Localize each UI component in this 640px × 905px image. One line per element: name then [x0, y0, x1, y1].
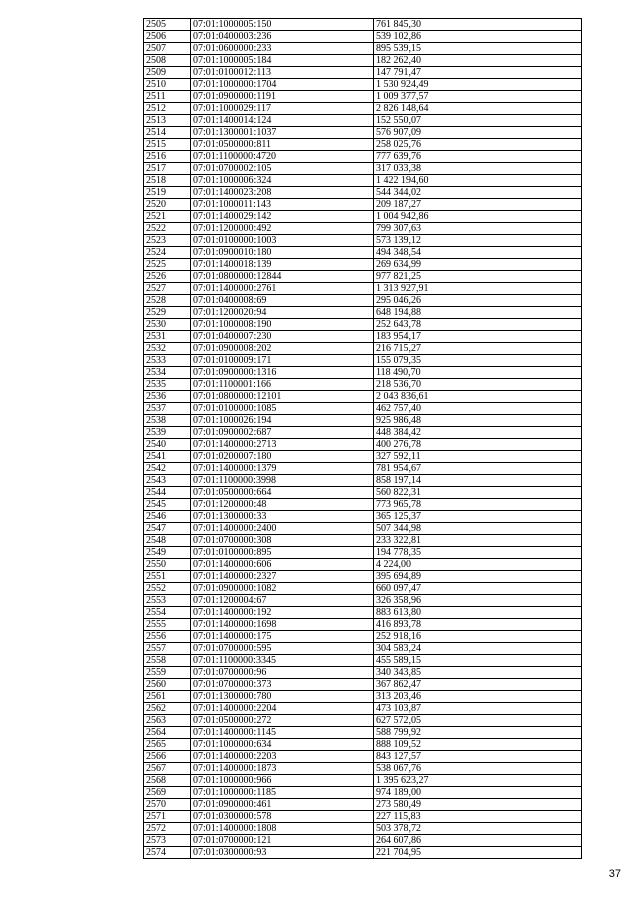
value-cell: 313 203,46 — [374, 691, 582, 703]
value-cell: 777 639,76 — [374, 151, 582, 163]
cadastral-number-cell: 07:01:0500000:272 — [191, 715, 374, 727]
value-cell: 925 986,48 — [374, 415, 582, 427]
table-row — [144, 499, 582, 511]
row-number-cell: 2540 — [144, 439, 191, 451]
row-number-cell: 2536 — [144, 391, 191, 403]
value-cell: 182 262,40 — [374, 55, 582, 67]
value-cell: 194 778,35 — [374, 547, 582, 559]
value-cell: 1 004 942,86 — [374, 211, 582, 223]
row-number-cell: 2566 — [144, 751, 191, 763]
row-number-cell: 2546 — [144, 511, 191, 523]
table-row — [144, 451, 582, 463]
value-cell: 273 580,49 — [374, 799, 582, 811]
value-cell: 295 046,26 — [374, 295, 582, 307]
row-number-cell: 2522 — [144, 223, 191, 235]
row-number-cell: 2519 — [144, 187, 191, 199]
table-row — [144, 835, 582, 847]
row-number-cell: 2561 — [144, 691, 191, 703]
cadastral-number-cell: 07:01:1400029:142 — [191, 211, 374, 223]
cadastral-number-cell: 07:01:0100000:895 — [191, 547, 374, 559]
value-cell: 761 845,30 — [374, 19, 582, 31]
cadastral-number-cell: 07:01:0900000:1191 — [191, 91, 374, 103]
table-row — [144, 439, 582, 451]
row-number-cell: 2534 — [144, 367, 191, 379]
value-cell: 2 043 836,61 — [374, 391, 582, 403]
cadastral-number-cell: 07:01:1400000:2713 — [191, 439, 374, 451]
cadastral-number-cell: 07:01:1400000:1873 — [191, 763, 374, 775]
row-number-cell: 2517 — [144, 163, 191, 175]
table-row — [144, 535, 582, 547]
value-cell: 327 592,11 — [374, 451, 582, 463]
cadastral-number-cell: 07:01:1400000:2400 — [191, 523, 374, 535]
cadastral-number-cell: 07:01:1000006:324 — [191, 175, 374, 187]
table-row — [144, 559, 582, 571]
row-number-cell: 2524 — [144, 247, 191, 259]
cadastral-number-cell: 07:01:1400000:2327 — [191, 571, 374, 583]
value-cell: 507 344,98 — [374, 523, 582, 535]
table-body — [144, 19, 582, 859]
table-row — [144, 115, 582, 127]
row-number-cell: 2509 — [144, 67, 191, 79]
cadastral-number-cell: 07:01:1000005:150 — [191, 19, 374, 31]
table-row — [144, 139, 582, 151]
value-cell: 648 194,88 — [374, 307, 582, 319]
value-cell: 252 918,16 — [374, 631, 582, 643]
value-cell: 155 079,35 — [374, 355, 582, 367]
row-number-cell: 2560 — [144, 679, 191, 691]
row-number-cell: 2515 — [144, 139, 191, 151]
row-number-cell: 2565 — [144, 739, 191, 751]
row-number-cell: 2538 — [144, 415, 191, 427]
cadastral-number-cell: 07:01:0700000:308 — [191, 535, 374, 547]
cadastral-number-cell: 07:01:1400000:2761 — [191, 283, 374, 295]
row-number-cell: 2539 — [144, 427, 191, 439]
value-cell: 258 025,76 — [374, 139, 582, 151]
table-row — [144, 235, 582, 247]
table-row — [144, 223, 582, 235]
row-number-cell: 2512 — [144, 103, 191, 115]
row-number-cell: 2556 — [144, 631, 191, 643]
value-cell: 147 791,47 — [374, 67, 582, 79]
table-row — [144, 379, 582, 391]
row-number-cell: 2513 — [144, 115, 191, 127]
table-row — [144, 643, 582, 655]
value-cell: 183 954,17 — [374, 331, 582, 343]
row-number-cell: 2564 — [144, 727, 191, 739]
row-number-cell: 2553 — [144, 595, 191, 607]
value-cell: 1 313 927,91 — [374, 283, 582, 295]
value-cell: 538 067,76 — [374, 763, 582, 775]
table-row — [144, 847, 582, 859]
value-cell: 264 607,86 — [374, 835, 582, 847]
row-number-cell: 2567 — [144, 763, 191, 775]
value-cell: 560 822,31 — [374, 487, 582, 499]
cadastral-number-cell: 07:01:0900000:461 — [191, 799, 374, 811]
row-number-cell: 2562 — [144, 703, 191, 715]
value-cell: 799 307,63 — [374, 223, 582, 235]
value-cell: 4 224,00 — [374, 559, 582, 571]
table-row — [144, 715, 582, 727]
table-row — [144, 571, 582, 583]
row-number-cell: 2506 — [144, 31, 191, 43]
table-row — [144, 751, 582, 763]
row-number-cell: 2521 — [144, 211, 191, 223]
cadastral-number-cell: 07:01:1000011:143 — [191, 199, 374, 211]
value-cell: 218 536,70 — [374, 379, 582, 391]
value-cell: 209 187,27 — [374, 199, 582, 211]
row-number-cell: 2547 — [144, 523, 191, 535]
table-row — [144, 667, 582, 679]
cadastral-number-cell: 07:01:0400007:230 — [191, 331, 374, 343]
table-row — [144, 415, 582, 427]
cadastral-number-cell: 07:01:0900008:202 — [191, 343, 374, 355]
row-number-cell: 2507 — [144, 43, 191, 55]
value-cell: 544 344,02 — [374, 187, 582, 199]
table-row — [144, 799, 582, 811]
value-cell: 227 115,83 — [374, 811, 582, 823]
row-number-cell: 2570 — [144, 799, 191, 811]
table-row — [144, 463, 582, 475]
table-row — [144, 607, 582, 619]
row-number-cell: 2551 — [144, 571, 191, 583]
cadastral-number-cell: 07:01:1000000:1704 — [191, 79, 374, 91]
value-cell: 216 715,27 — [374, 343, 582, 355]
table-row — [144, 811, 582, 823]
value-cell: 233 322,81 — [374, 535, 582, 547]
row-number-cell: 2530 — [144, 319, 191, 331]
value-cell: 576 907,09 — [374, 127, 582, 139]
row-number-cell: 2543 — [144, 475, 191, 487]
value-cell: 503 378,72 — [374, 823, 582, 835]
cadastral-number-cell: 07:01:0600000:233 — [191, 43, 374, 55]
value-cell: 118 490,70 — [374, 367, 582, 379]
table-row — [144, 91, 582, 103]
row-number-cell: 2545 — [144, 499, 191, 511]
page-number: 37 — [608, 868, 621, 880]
cadastral-number-cell: 07:01:1000029:117 — [191, 103, 374, 115]
table-row — [144, 355, 582, 367]
cadastral-number-cell: 07:01:1400018:139 — [191, 259, 374, 271]
row-number-cell: 2516 — [144, 151, 191, 163]
table-row — [144, 247, 582, 259]
table-row — [144, 739, 582, 751]
row-number-cell: 2510 — [144, 79, 191, 91]
row-number-cell: 2568 — [144, 775, 191, 787]
cadastral-number-cell: 07:01:0500000:664 — [191, 487, 374, 499]
row-number-cell: 2537 — [144, 403, 191, 415]
cadastral-number-cell: 07:01:0800000:12844 — [191, 271, 374, 283]
table-row — [144, 67, 582, 79]
row-number-cell: 2525 — [144, 259, 191, 271]
value-cell: 455 589,15 — [374, 655, 582, 667]
table-row — [144, 283, 582, 295]
cadastral-number-cell: 07:01:1300000:33 — [191, 511, 374, 523]
table-row — [144, 619, 582, 631]
cadastral-number-cell: 07:01:1400000:2204 — [191, 703, 374, 715]
cadastral-number-cell: 07:01:0500000:811 — [191, 139, 374, 151]
cadastral-number-cell: 07:01:0900010:180 — [191, 247, 374, 259]
cadastral-number-cell: 07:01:0700000:373 — [191, 679, 374, 691]
row-number-cell: 2527 — [144, 283, 191, 295]
row-number-cell: 2508 — [144, 55, 191, 67]
cadastral-number-cell: 07:01:0100000:1085 — [191, 403, 374, 415]
cadastral-number-cell: 07:01:1400023:208 — [191, 187, 374, 199]
table-row — [144, 343, 582, 355]
value-cell: 627 572,05 — [374, 715, 582, 727]
cadastral-number-cell: 07:01:1000000:966 — [191, 775, 374, 787]
table-row — [144, 787, 582, 799]
row-number-cell: 2571 — [144, 811, 191, 823]
value-cell: 252 643,78 — [374, 319, 582, 331]
value-cell: 858 197,14 — [374, 475, 582, 487]
table-row — [144, 199, 582, 211]
row-number-cell: 2541 — [144, 451, 191, 463]
value-cell: 883 613,80 — [374, 607, 582, 619]
cadastral-number-cell: 07:01:1400014:124 — [191, 115, 374, 127]
row-number-cell: 2563 — [144, 715, 191, 727]
cadastral-number-cell: 07:01:0100000:1003 — [191, 235, 374, 247]
table-row — [144, 391, 582, 403]
row-number-cell: 2531 — [144, 331, 191, 343]
cadastral-number-cell: 07:01:1400000:1698 — [191, 619, 374, 631]
value-cell: 974 189,00 — [374, 787, 582, 799]
row-number-cell: 2552 — [144, 583, 191, 595]
value-cell: 395 694,89 — [374, 571, 582, 583]
row-number-cell: 2574 — [144, 847, 191, 859]
table-row — [144, 703, 582, 715]
value-cell: 473 103,87 — [374, 703, 582, 715]
value-cell: 1 422 194,60 — [374, 175, 582, 187]
row-number-cell: 2542 — [144, 463, 191, 475]
value-cell: 416 893,78 — [374, 619, 582, 631]
table-row — [144, 691, 582, 703]
row-number-cell: 2555 — [144, 619, 191, 631]
table-row — [144, 727, 582, 739]
cadastral-number-cell: 07:01:1100000:3998 — [191, 475, 374, 487]
value-cell: 1 530 924,49 — [374, 79, 582, 91]
row-number-cell: 2550 — [144, 559, 191, 571]
cadastral-number-cell: 07:01:1100001:166 — [191, 379, 374, 391]
value-cell: 895 539,15 — [374, 43, 582, 55]
row-number-cell: 2533 — [144, 355, 191, 367]
cadastral-number-cell: 07:01:1000008:190 — [191, 319, 374, 331]
table-row — [144, 763, 582, 775]
cadastral-number-cell: 07:01:0100012:113 — [191, 67, 374, 79]
table-row — [144, 331, 582, 343]
table-row — [144, 775, 582, 787]
value-cell: 660 097,47 — [374, 583, 582, 595]
table-row — [144, 319, 582, 331]
table-row — [144, 511, 582, 523]
row-number-cell: 2532 — [144, 343, 191, 355]
cadastral-number-cell: 07:01:1200000:492 — [191, 223, 374, 235]
cadastral-number-cell: 07:01:1000005:184 — [191, 55, 374, 67]
cadastral-number-cell: 07:01:0900000:1316 — [191, 367, 374, 379]
value-cell: 573 139,12 — [374, 235, 582, 247]
table-row — [144, 295, 582, 307]
row-number-cell: 2544 — [144, 487, 191, 499]
value-cell: 326 358,96 — [374, 595, 582, 607]
row-number-cell: 2554 — [144, 607, 191, 619]
cadastral-number-cell: 07:01:0300000:93 — [191, 847, 374, 859]
row-number-cell: 2523 — [144, 235, 191, 247]
table-row — [144, 487, 582, 499]
cadastral-number-cell: 07:01:1000026:194 — [191, 415, 374, 427]
cadastral-number-cell: 07:01:0800000:12101 — [191, 391, 374, 403]
cadastral-number-cell: 07:01:1200020:94 — [191, 307, 374, 319]
value-cell: 539 102,86 — [374, 31, 582, 43]
row-number-cell: 2573 — [144, 835, 191, 847]
value-cell: 269 634,99 — [374, 259, 582, 271]
table-row — [144, 211, 582, 223]
cadastral-number-cell: 07:01:1200000:48 — [191, 499, 374, 511]
table-row — [144, 403, 582, 415]
value-cell: 781 954,67 — [374, 463, 582, 475]
row-number-cell: 2511 — [144, 91, 191, 103]
value-cell: 221 704,95 — [374, 847, 582, 859]
table-row — [144, 595, 582, 607]
value-cell: 2 826 148,64 — [374, 103, 582, 115]
table-row — [144, 475, 582, 487]
table-row — [144, 307, 582, 319]
table-row — [144, 19, 582, 31]
value-cell: 773 965,78 — [374, 499, 582, 511]
cadastral-number-cell: 07:01:0700000:595 — [191, 643, 374, 655]
value-cell: 340 343,85 — [374, 667, 582, 679]
cadastral-number-cell: 07:01:0700000:121 — [191, 835, 374, 847]
value-cell: 977 821,25 — [374, 271, 582, 283]
row-number-cell: 2548 — [144, 535, 191, 547]
cadastral-number-cell: 07:01:0100009:171 — [191, 355, 374, 367]
value-cell: 304 583,24 — [374, 643, 582, 655]
cadastral-number-cell: 07:01:0200007:180 — [191, 451, 374, 463]
cadastral-number-cell: 07:01:0700000:96 — [191, 667, 374, 679]
table-row — [144, 79, 582, 91]
value-cell: 462 757,40 — [374, 403, 582, 415]
cadastral-number-cell: 07:01:0400003:236 — [191, 31, 374, 43]
row-number-cell: 2549 — [144, 547, 191, 559]
cadastral-number-cell: 07:01:0900002:687 — [191, 427, 374, 439]
table-row — [144, 43, 582, 55]
table-row — [144, 163, 582, 175]
table-row — [144, 175, 582, 187]
value-cell: 367 862,47 — [374, 679, 582, 691]
cadastral-number-cell: 07:01:1400000:1379 — [191, 463, 374, 475]
value-cell: 588 799,92 — [374, 727, 582, 739]
table-row — [144, 127, 582, 139]
cadastral-number-cell: 07:01:1300001:1037 — [191, 127, 374, 139]
cadastral-number-cell: 07:01:1400000:1808 — [191, 823, 374, 835]
value-cell: 888 109,52 — [374, 739, 582, 751]
cadastral-number-cell: 07:01:1400000:192 — [191, 607, 374, 619]
table-row — [144, 631, 582, 643]
cadastral-number-cell: 07:01:0400008:69 — [191, 295, 374, 307]
cadastral-number-cell: 07:01:1100000:4720 — [191, 151, 374, 163]
table-row — [144, 187, 582, 199]
table-row — [144, 367, 582, 379]
table-row — [144, 547, 582, 559]
table-row — [144, 823, 582, 835]
cadastral-number-cell: 07:01:0300000:578 — [191, 811, 374, 823]
table-row — [144, 271, 582, 283]
value-cell: 1 009 377,57 — [374, 91, 582, 103]
row-number-cell: 2535 — [144, 379, 191, 391]
cadastral-number-cell: 07:01:1400000:2203 — [191, 751, 374, 763]
table-row — [144, 523, 582, 535]
table-row — [144, 151, 582, 163]
cadastral-number-cell: 07:01:1100000:3345 — [191, 655, 374, 667]
row-number-cell: 2558 — [144, 655, 191, 667]
value-cell: 1 395 623,27 — [374, 775, 582, 787]
value-cell: 365 125,37 — [374, 511, 582, 523]
cadastral-number-cell: 07:01:0900000:1082 — [191, 583, 374, 595]
value-cell: 317 033,38 — [374, 163, 582, 175]
table-row — [144, 655, 582, 667]
table-row — [144, 427, 582, 439]
cadastral-number-cell: 07:01:1000000:634 — [191, 739, 374, 751]
table-row — [144, 679, 582, 691]
table-row — [144, 55, 582, 67]
row-number-cell: 2520 — [144, 199, 191, 211]
cadastral-number-cell: 07:01:1400000:175 — [191, 631, 374, 643]
row-number-cell: 2529 — [144, 307, 191, 319]
row-number-cell: 2526 — [144, 271, 191, 283]
cadastral-number-cell: 07:01:0700002:105 — [191, 163, 374, 175]
table-row — [144, 103, 582, 115]
row-number-cell: 2559 — [144, 667, 191, 679]
row-number-cell: 2572 — [144, 823, 191, 835]
row-number-cell: 2557 — [144, 643, 191, 655]
table-row — [144, 583, 582, 595]
value-cell: 448 384,42 — [374, 427, 582, 439]
cadastral-number-cell: 07:01:1000000:1185 — [191, 787, 374, 799]
value-cell: 400 276,78 — [374, 439, 582, 451]
value-cell: 152 550,07 — [374, 115, 582, 127]
value-cell: 494 348,54 — [374, 247, 582, 259]
row-number-cell: 2528 — [144, 295, 191, 307]
row-number-cell: 2514 — [144, 127, 191, 139]
cadastral-number-cell: 07:01:1300000:780 — [191, 691, 374, 703]
cadastral-number-cell: 07:01:1400000:1145 — [191, 727, 374, 739]
row-number-cell: 2518 — [144, 175, 191, 187]
table-row — [144, 259, 582, 271]
table-row — [144, 31, 582, 43]
value-cell: 843 127,57 — [374, 751, 582, 763]
row-number-cell: 2569 — [144, 787, 191, 799]
cadastral-number-cell: 07:01:1400000:606 — [191, 559, 374, 571]
row-number-cell: 2505 — [144, 19, 191, 31]
data-table — [143, 18, 582, 859]
cadastral-number-cell: 07:01:1200004:67 — [191, 595, 374, 607]
